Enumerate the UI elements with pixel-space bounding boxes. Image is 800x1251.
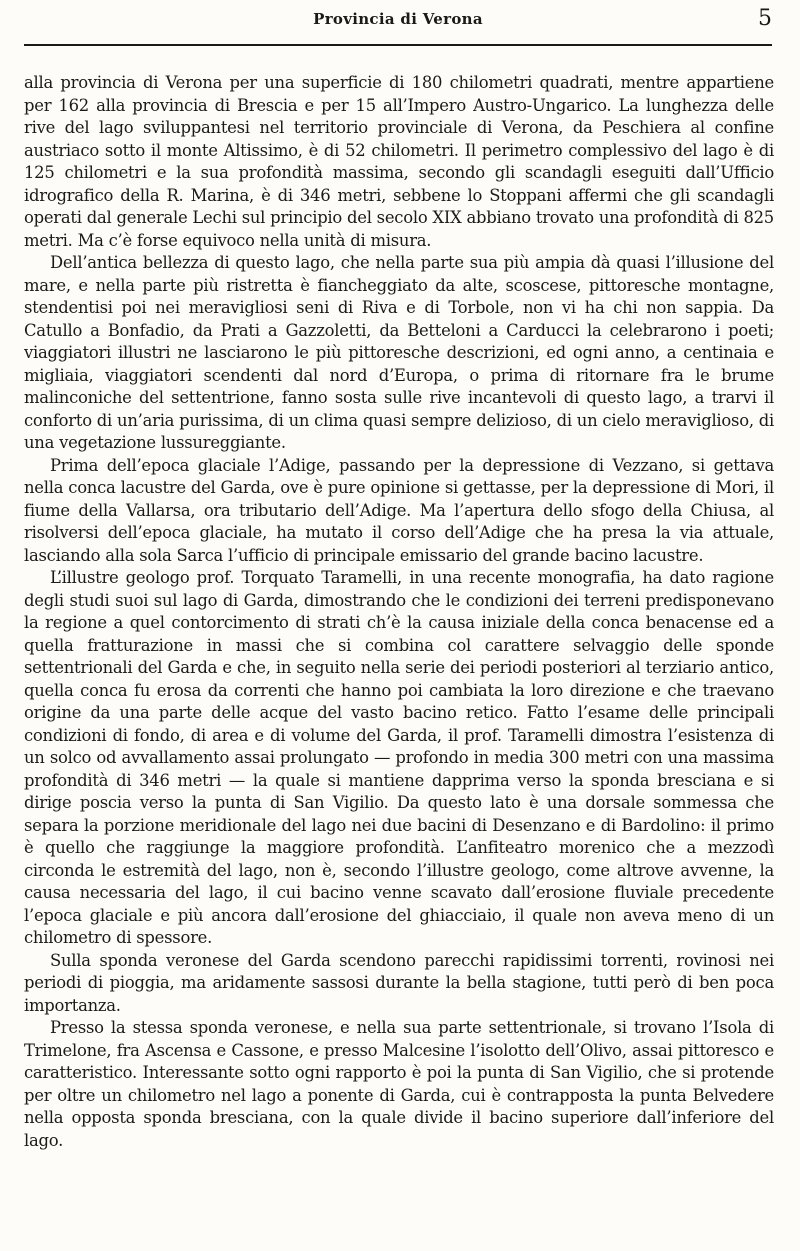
paragraph: Prima dell’epoca glaciale l’Adige, passando per la depressione di Vezzano, si gettava nella conca lacustre del Garda, ove è pure opinione si gettasse, per la depressione di Mori, il fiume della Vallarsa, ora tributario dell’Adige. Ma l’apertura dello sfogo della Chiusa, al risolversi dell’epoca glaciale, ha mutato il corso dell’Adige che ha presa la via attuale, lasciando alla sola Sarca l’ufficio di principale emissario del grande bacino lacustre. xyxy=(24,455,774,565)
page-number: 5 xyxy=(758,6,772,31)
paragraph: Dell’antica bellezza di questo lago, che nella parte sua più ampia dà quasi l’illusione del mare, e nella parte più ristretta è fiancheggiato da alte, scoscese, pittoresche montagne, stendentisi poi nei meravigliosi seni di Riva e di Torbole, non vi ha chi non sappia. Da Catullo a Bonfadio, da Prati a Gazzoletti, da Betteloni a Carducci la celebrarono i poeti; viaggiatori illustri ne lasciarono le più pittoresche descrizioni, ed ogni anno, a centinaia e migliaia, viaggiatori scendenti dal nord d’Europa, o prima di ritornare fra le brume malinconiche del settentrione, fanno sosta sulle rive incantevoli di questo lago, a trarvi il conforto di un’aria purissima, di un clima quasi sempre delizioso, di un cielo meraviglioso, di una vegetazione lussureggiante. xyxy=(24,253,774,452)
paragraph: Presso la stessa sponda veronese, e nella sua parte settentrionale, si trovano l’Isola di Trimelone, fra Ascensa e Cassone, e presso Malcesine l’isolotto dell’Olivo, assai pittoresco e caratteristico. Interessante sotto ogni rapporto è poi la punta di San Vigilio, che si protende per oltre un chilometro nel lago a ponente di Garda, cui è contrapposta la punta Belvedere nella opposta sponda bresciana, con la quale divide il bacino superiore dall’inferiore del lago. xyxy=(24,1018,774,1150)
page-header-title: Provincia di Verona xyxy=(313,10,483,28)
header-rule xyxy=(24,44,772,46)
running-head xyxy=(24,6,772,38)
paragraph: L’illustre geologo prof. Torquato Taramelli, in una recente monografia, ha dato ragione degli studi suoi sul lago di Garda, dimostrando che le condizioni dei terreni predisponevano la regione a quel contorcimento di strati ch’è la causa iniziale della conca benacense ed a quella fratturazione in massi che si combina col carattere selvaggio delle sponde settentrionali del Garda e che, in seguito nella serie dei periodi posteriori al terziario antico, quella conca fu erosa da correnti che hanno poi cambiata la loro direzione e che traevano origine da una parte delle acque del vasto bacino retico. Fatto l’esame delle principali condizioni di fondo, di area e di volume del Garda, il prof. Taramelli dimostra l’esistenza di un solco od avvallamento assai prolungato — profondo in media 300 metri con una massima profondità di 346 metri — la quale si mantiene dapprima verso la sponda bresciana e si dirige poscia verso la punta di San Vigilio. Da questo lato è una dorsale sommessa che separa la porzione meridionale del lago nei due bacini di Desenzano e di Bardolino: il primo è quello che raggiunge la maggiore profondità. L’anfiteatro morenico che a mezzodì circonda le estremità del lago, non è, secondo l’illustre geologo, come altrove avvenne, la causa necessaria del lago, il cui bacino venne scavato dall’erosione fluviale precedente l’epoca glaciale e più ancora dall’erosione del ghiacciaio, il quale non aveva meno di un chilometro di spessore. xyxy=(24,568,774,947)
body-text xyxy=(24,72,774,1152)
paragraph: alla provincia di Verona per una superficie di 180 chilometri quadrati, mentre appartiene per 162 alla provincia di Brescia e per 15 all’Impero Austro-Ungarico. La lunghezza delle rive del lago sviluppantesi nel territorio provinciale di Verona, da Peschiera al confine austriaco sotto il monte Altissimo, è di 52 chilometri. Il perimetro complessivo del lago è di 125 chilometri e la sua profondità massima, secondo gli scandagli eseguiti dall’Ufficio idrografico della R. Marina, è di 346 metri, sebbene lo Stoppani affermi che gli scandagli operati dal generale Lechi sul principio del secolo XIX abbiano trovato una profondità di 825 metri. Ma c’è forse equivoco nella unità di misura. xyxy=(24,73,774,250)
paragraph: Sulla sponda veronese del Garda scendono parecchi rapidissimi torrenti, rovinosi nei periodi di pioggia, ma aridamente sassosi durante la bella stagione, tutti però di ben poca importanza. xyxy=(24,950,774,1015)
